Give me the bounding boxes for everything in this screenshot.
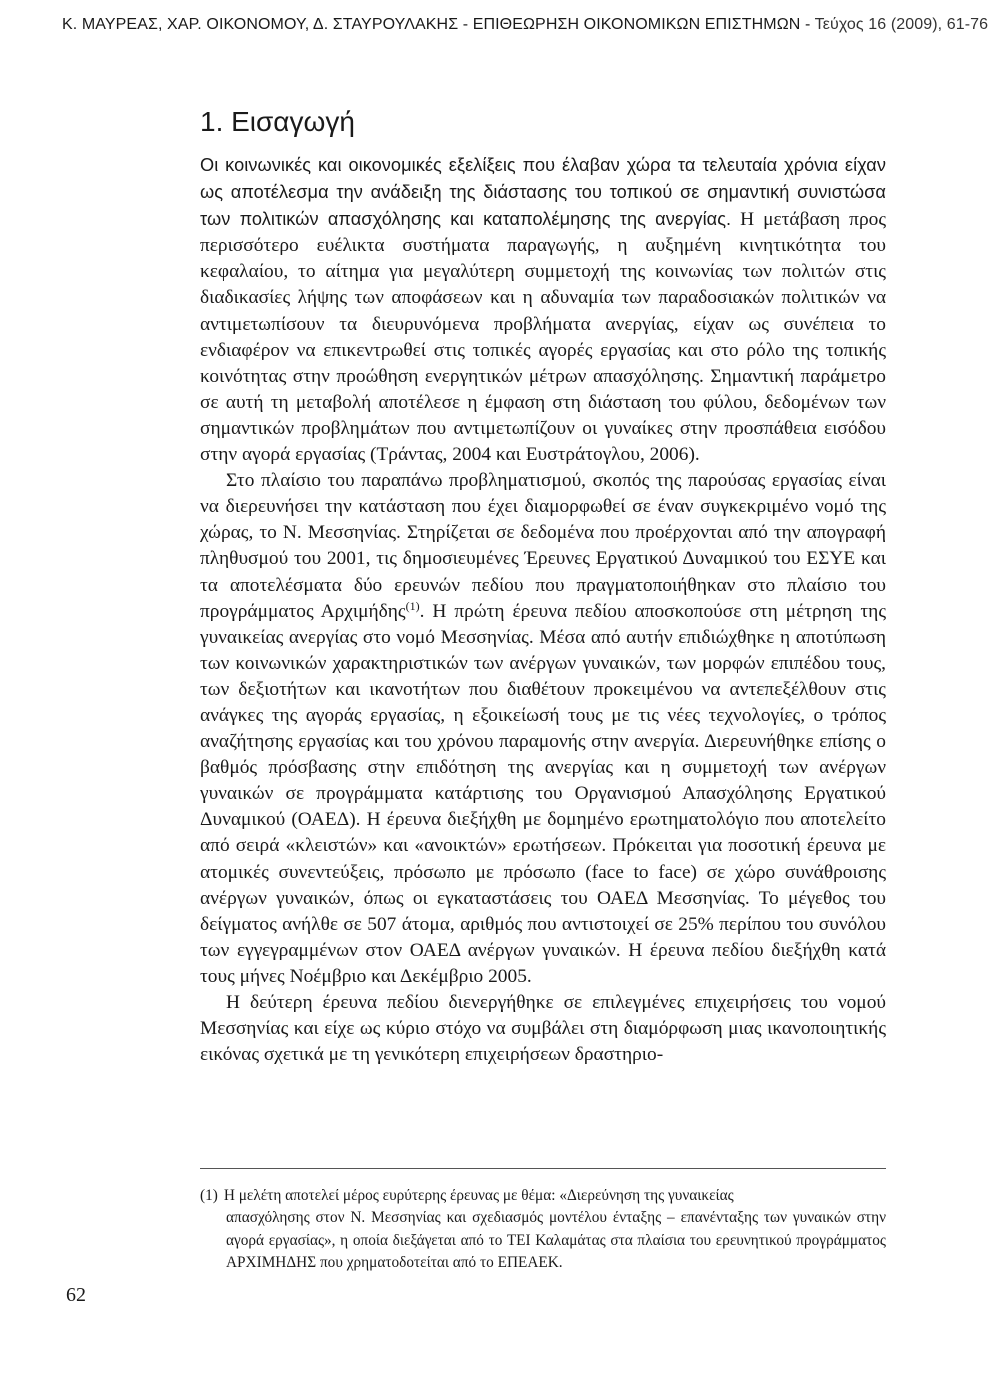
running-header-title: Κ. ΜΑΥΡΕΑΣ, ΧΑΡ. ΟΙΚΟΝΟΜΟΥ, Δ. ΣΤΑΥΡΟΥΛΑΚΗΣ - ΕΠΙΘΕΩΡΗΣΗ ΟΙΚΟΝΟΜΙΚΩΝ ΕΠΙΣΤΗΜΩΝ - [62,16,815,33]
running-header [62,16,988,34]
paragraph-1-lead: Οι κοινωνικές και οικονομικές εξελίξεις που έλαβαν χώρα τα τελευταία χρόνια είχαν ως αποτέλεσμα την ανάδειξη της διάστασης του τοπικού σε σημαντική συνιστώσα των πολιτικών απασχόλησης και καταπολέμησης της ανεργίας. [200,155,886,230]
paragraph-2-rest: . Η πρώτη έρευνα πεδίου αποσκοπούσε στη μέτρηση της γυναικείας ανεργίας στο νομό Μεσσηνίας. Μέσα από αυτήν επιδιώχθηκε η αποτύπωση των κοινωνικών χαρακτηριστικών των ανέργων γυναικών, των μορφών επιπέδου τους, των δεξιοτήτων και ικανοτήτων που διαθέτουν προκειμένου να αντεπεξέλθουν στις ανάγκες της αγοράς εργασίας, η εξοικείωσή τους με τις νέες τεχνολογίες, ο τρόπος αναζήτησης εργασίας και του χρόνου παραμονής στην ανεργία. Διερευνήθηκε επίσης ο βαθμός πρόσβασης στην επιδότηση της ανεργίας και η συμμετοχή των ανέργων γυναικών σε προγράμματα κατάρτισης του Οργανισμού Απασχόλησης Εργατικού Δυναμικού (ΟΑΕΔ). Η έρευνα διεξήχθη με δομημένο ερωτηματολόγιο που αποτελείτο από σειρά «κλειστών» και «ανοικτών» ερωτήσεων. Πρόκειται για ποσοτική έρευνα με ατομικές συνεντεύξεις, πρόσωπο με πρόσωπο (face to face) σε χώρο συνάθροισης ανέργων γυναικών, όπως οι εγκαταστάσεις του ΟΑΕΔ Μεσσηνίας. Το μέγεθος του δείγματος ανήλθε σε 507 άτομα, αριθμός που αντιστοιχεί σε 25% περίπου του συνόλου των εγγεγραμμένων στον ΟΑΕΔ ανέργων γυναικών. Η έρευνα πεδίου διεξήχθη κατά τους μήνες Νοέμβριο και Δεκέμβριο 2005. [200,600,887,987]
footnote [200,1185,886,1275]
paragraph-1 [200,152,886,468]
footnote-divider [200,1168,886,1169]
paragraph-3: Η δεύτερη έρευνα πεδίου διενεργήθηκε σε επιλεγμένες επιχειρήσεις του νομού Μεσσηνίας και είχε ως κύριο στόχο να συμβάλει στη διαμόρφωση μιας ικανοποιητικής εικόνας σχετικά με τη γενικότερη επιχειρήσεων δραστηριο- [200,992,886,1066]
page-number: 62 [66,1284,86,1306]
article-body [200,152,886,1068]
paragraph-2 [200,468,886,990]
paragraph-2-main: Στο πλαίσιο του παραπάνω προβληματισμού, σκοπός της παρούσας εργασίας είναι να διερευνήσει την κατάσταση που έχει διαμορφωθεί σε έναν συγκεκριμένο νομό της χώρας, το Ν. Μεσσηνίας. Στηρίζεται σε δεδομένα που προέρχονται από την απογραφή πληθυσμού του 2001, τις δημοσιευμένες Έρευνες Εργατικού Δυναμικού του ΕΣΥΕ και τα αποτελέσματα δύο ερευνών πεδίου που πραγματοποιήθηκαν στο πλαίσιο του προγράμματος Αρχιμήδης [200,470,886,622]
paragraph-1-rest: Η μετάβαση προς περισσότερο ευέλικτα συστήματα παραγωγής, η αυξημένη κινητικότητα του κεφαλαίου, το αίτημα για μεγαλύτερη συμμετοχή της κοινωνίας των πολιτών στις διαδικασίες λήψης των αποφάσεων και η αδυναμία των παραδοσιακών πολιτικών να αντιμετωπίσουν τα διευρυνόμενα προβλήματα ανεργίας, είχαν ως συνέπεια το ενδιαφέρον να επικεντρωθεί στις τοπικές αγορές εργασίας και στο ρόλο της τοπικής κοινότητας στην προώθηση ενεργητικών μέτρων απασχόλησης. Σημαντική παράμετρο σε αυτή τη μεταβολή αποτέλεσε η έμφαση στη διάσταση του φύλου, δεδομένων των σημαντικών προβλημάτων που αντιμετωπίζουν οι γυναίκες στην προσπάθεια εισόδου στην αγορά εργασίας (Τράντας, 2004 και Ευστράτογλου, 2006). [200,209,886,466]
section-heading: 1. Εισαγωγή [200,106,355,137]
footnote-text-first: Η μελέτη αποτελεί μέρος ευρύτερης έρευνας με θέμα: «Διερεύνηση της γυναικείας [223,1187,734,1204]
running-header-issue: Τεύχος 16 (2009), 61-76 [814,16,988,33]
footnote-text-rest: απασχόλησης στον Ν. Μεσσηνίας και σχεδιασμός μοντέλου ένταξης – επανένταξης των γυναικών στην αγορά εργασίας», η οποία διεξάγεται από το ΤΕΙ Καλαμάτας στα πλαίσια του ερευνητικού προγράμματος ΑΡΧΙΜΗΔΗΣ που χρηματοδοτείται από το ΕΠΕΑΕΚ. [226,1209,886,1272]
footnote-number: (1) [200,1187,218,1204]
footnote-reference: (1) [405,598,420,613]
